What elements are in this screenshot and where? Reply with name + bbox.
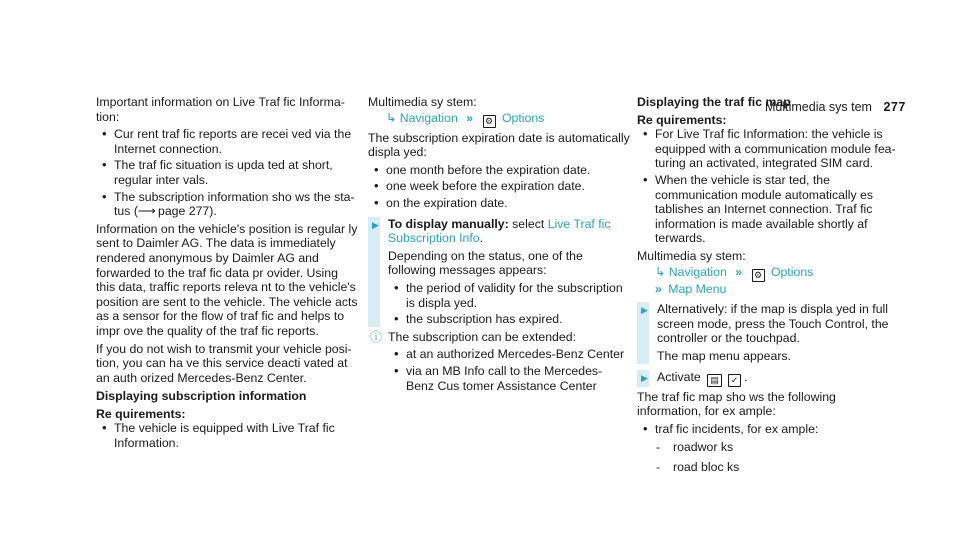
paragraph: The traf fic map sho ws the following information, for ex ample: [637,389,836,419]
traffic-map-icon[interactable]: ▤ [707,374,722,387]
step-text: select [508,216,548,231]
list-item: - roadwor ks [655,440,899,455]
double-chevron-icon: » [466,110,474,125]
section-title: Multimedia sys tem [765,100,872,114]
page-reference[interactable]: page 277). [154,204,217,219]
step-triangle-icon: ▶ [641,305,648,316]
info-note [368,330,630,393]
list-item: • When the vehicle is star ted, the communication module automatically es tablishes an Internet connection. Traf fic information is made available shortly af terwards. [637,173,899,246]
section-heading: Displaying the traf fic map [637,95,791,109]
step-triangle-icon: ▶ [641,372,648,383]
requirements-label: Re quirements: [96,406,186,421]
expiry-list [368,163,630,211]
double-chevron-icon: » [735,264,743,279]
list-item: - road bloc ks [655,460,899,475]
list-item: • For Live Traf fic Information: the vehicle is equipped with a communication module featuring an activated, integrated SIM card. [637,127,899,171]
step-triangle-icon: ▶ [372,219,379,230]
list-item: • on the expiration date. [368,196,630,211]
step-text: Activate [657,369,705,384]
gear-options-icon: ⚙ [752,269,765,282]
page-number: 277 [883,100,906,114]
nav-path-options[interactable]: Options [770,264,814,279]
step-text-end: . [479,231,484,246]
curved-arrow-icon: ↳ [386,110,397,125]
step-result: The map menu appears. [657,348,791,363]
step-text: Alternatively: if the map is displa yed in full screen mode, press the Touch Control, the controller or the touchpad. [657,302,889,346]
incident-list [637,440,899,474]
requirements-list [637,127,899,246]
note-text: The subscription can be extended: [388,329,576,344]
double-chevron-icon: » [655,281,662,296]
list-item: • traf fic incidents, for ex ample: [637,422,899,437]
list-item: • The traf fic situation is upda ted at short, regular inter vals. [96,158,358,187]
info-icon: ⓘ [370,329,383,344]
curved-arrow-icon: ↳ [655,264,666,279]
page-reference-arrow-icon[interactable]: ⟶ [137,204,155,219]
note-list [388,347,630,393]
status-list [388,281,630,327]
list-item: • the period of validity for the subscription is displa yed. [388,281,630,310]
nav-path-continued [637,282,899,297]
list-item: • one month before the expiration date. [368,163,630,178]
nav-path [637,265,899,282]
nav-path-navigation[interactable]: Navigation [668,264,727,279]
list-item [96,190,358,219]
requirements-label: Re quirements: [637,112,727,127]
column-3 [637,95,899,479]
list-item: • The vehicle is equipped with Live Traf fic Information. [96,421,358,450]
list-item: • one week before the expiration date. [368,179,630,194]
paragraph: Information on the vehicle's position is regular ly sent to Daimler AG. The data is immediately rendered anonymous by Daimler AG and forwarded to the traf fic data pr ovider. Using this data, traffic reports releva nt to the vehicle's position are sent to the vehicle. The vehicle acts as a sensor for the flow of traf fic and helps to impr ove the quality of the traf fic reports. [96,221,358,338]
column-1 [96,95,358,454]
step-text-end: . [744,369,748,384]
multimedia-label: Multimedia sy stem: [637,248,746,263]
paragraph: The subscription expiration date is automatically displa yed: [368,130,630,160]
list-item: • at an authorized Mercedes-Benz Center [388,347,630,362]
requirements-list [96,421,358,450]
subscription-info-link[interactable]: Live Traf fic Subscription Info [388,216,611,246]
list-item: • via an MB Info call to the Mercedes-Benz Cus tomer Assistance Center [388,364,630,393]
checkbox-checked-icon[interactable]: ✓ [728,374,741,387]
instruction-step [637,302,899,363]
list-item-text: The subscription information sho ws the status ( [114,189,355,219]
nav-path-map-menu[interactable]: Map Menu [668,281,727,296]
list-item: • Cur rent traf fic reports are recei ved via the Internet connection. [96,127,358,156]
nav-path [368,111,630,128]
multimedia-label: Multimedia sy stem: [368,95,477,109]
step-description: Depending on the status, one of the following messages appears: [388,248,583,278]
intro-list [96,127,358,219]
column-2 [368,95,630,396]
nav-path-navigation[interactable]: Navigation [399,110,458,125]
step-label: To display manually: [388,216,509,231]
paragraph: If you do not wish to transmit your vehicle position, you can ha ve this service deacti vated at an auth orized Mercedes-Benz Center. [96,341,352,385]
list-item: • the subscription has expired. [388,312,630,327]
nav-path-options[interactable]: Options [501,110,545,125]
gear-options-icon: ⚙ [483,115,496,128]
instruction-step [637,370,899,387]
instruction-step [368,217,630,327]
section-heading: Displaying subscription information [96,389,307,404]
intro-text: Important information on Live Traf fic Information: [96,95,345,124]
map-info-list [637,422,899,437]
